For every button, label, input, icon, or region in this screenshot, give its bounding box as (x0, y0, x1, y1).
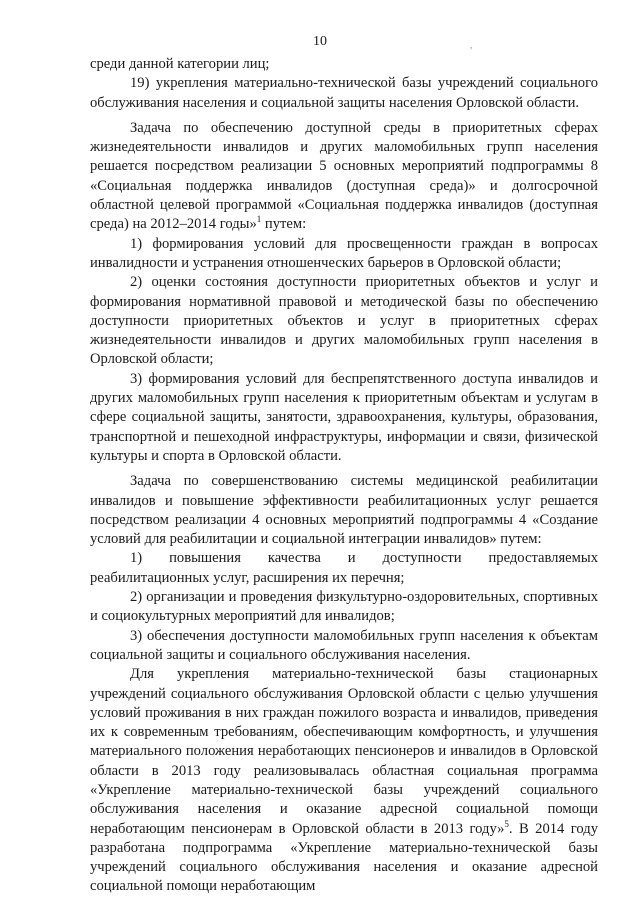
paragraph-text-end: . В 2014 году разработана подпрограмма «Укрепление материально-технической базы учреждений социального обслуживания населения и оказание адресной социальной помощи неработающим (90, 820, 598, 895)
list-item-2: 2) оценки состояния доступности приоритетных объектов и услуг и формирования нормативной правовой и методической базы по обеспечению доступности приоритетных объектов и услуг в приоритетных сферах жизнедеятельности инвалидов и других маломобильных групп населения в Орловской области; (90, 274, 598, 368)
list-item-1: 1) повышения качества и доступности предоставляемых реабилитационных услуг, расширения их перечня; (90, 550, 598, 586)
list-item-1: 1) формирования условий для просвещенности граждан в вопросах инвалидности и устранения отношенческих барьеров в Орловской области; (90, 235, 598, 271)
list-item-2: 2) организации и проведения физкультурно-оздоровительных, спортивных и социокультурных мероприятий для инвалидов; (90, 589, 598, 625)
page-number: 10 (313, 34, 327, 49)
paragraph-item-19: 19) укрепления материально-технической базы учреждений социального обслуживания населения и социальной защиты населения Орловской области. (90, 75, 598, 111)
scan-mark: , (470, 40, 473, 50)
footnote-ref-5: 5 (504, 818, 509, 829)
paragraph-rehabilitation: Задача по совершенствованию системы медицинской реабилитации инвалидов и повышение эффективности реабилитационных услуг решается посредством реализации 4 основных мероприятий подпрограммы 4 «Создание условий для реабилитации и социальной интеграции инвалидов» путем: (90, 473, 598, 548)
paragraph-text: Задача по обеспечению доступной среды в приоритетных сферах жизнедеятельности инвалидов и других маломобильных групп населения решается посредством реализации 5 основных мероприятий подпрограммы 8 «Социальная поддержка инвалидов (доступная среда)» и долгосрочной областной целевой программой «Социальная поддержка инвалидов (доступная среда) на 2012–2014 годы» (90, 119, 598, 233)
footnote-ref-1: 1 (256, 214, 262, 225)
list-item-3: 3) обеспечения доступности маломобильных групп населения к объектам социальной защиты и социального обслуживания населения. (90, 627, 598, 663)
document-body (90, 55, 598, 897)
paragraph-material-base (90, 665, 598, 897)
list-item-3: 3) формирования условий для беспрепятственного доступа инвалидов и других маломобильных групп населения к приоритетным объектам и услугам в сфере социальной защиты, занятости, здравоохранения, культуры, образования, транспортной и пешеходной инфраструктуры, информации и связи, физической культуры и спорта в Орловской области. (90, 370, 598, 464)
paragraph-text: Для укрепления материально-технической базы стационарных учреждений социального обслуживания Орловской области с целью улучшения условий проживания в них граждан пожилого возраста и инвалидов, приведения их к современным требованиям, обеспечивающим комфортность, и улучшения материального положения неработающих пенсионеров и инвалидов в Орловской области в 2013 году реализовывалась областная социальная программа «Укрепление материально-технической базы учреждений социального обслуживания населения и оказание адресной социальной помощи неработающим пенсионерам в Орловской области в 2013 году» (90, 666, 598, 837)
paragraph-accessible-environment (90, 119, 598, 235)
paragraph-text-end: путем: (261, 216, 307, 233)
paragraph-continuation: среди данной категории лиц; (90, 56, 270, 72)
